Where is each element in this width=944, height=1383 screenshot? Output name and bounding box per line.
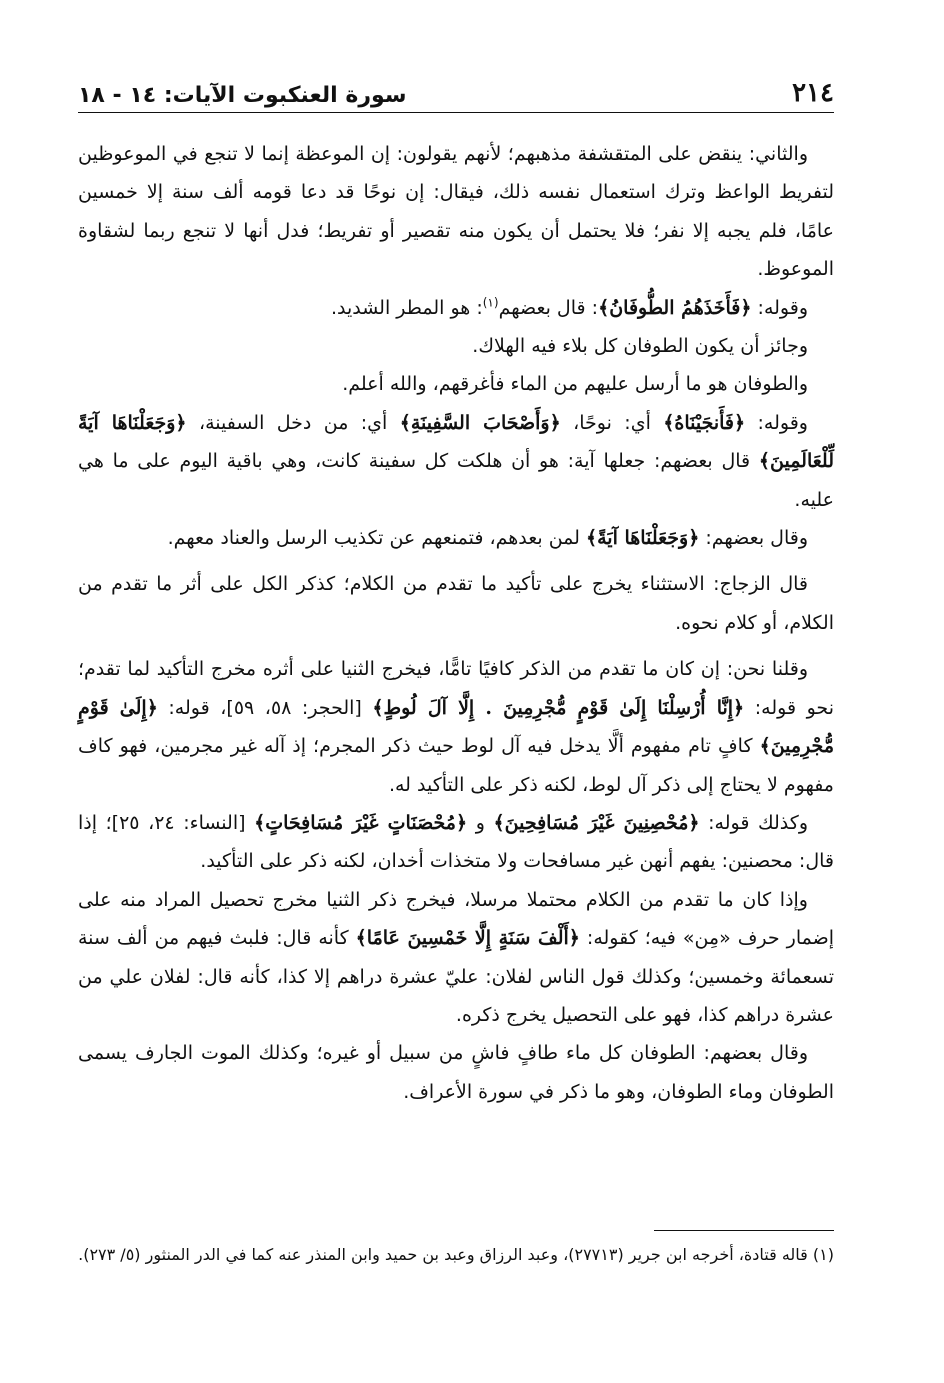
quran-quote: ﴿إِنَّا أُرْسِلْنَا إِلَىٰ قَوْمٍ مُّجْرِمِينَ . إِلَّا آلَ لُوطٍ﴾	[372, 696, 745, 719]
paragraph-2-text-a: وقوله:	[751, 296, 808, 319]
running-title: سورة العنكبوت الآيات: ١٤ - ١٨	[78, 83, 407, 108]
paragraph-10-text-a: وإذا كان ما تقدم من الكلام محتملا مرسلا، فيخرج ذكر الثنيا مخرج تحصيل المراد منه على إضمار حرف «مِن» فيه؛ كقوله:	[78, 888, 835, 950]
paragraph-8-text-b: [الحجر: ٥٨، ٥٩]، قوله:	[157, 696, 373, 719]
paragraph-10-text-b: كأنه قال: فلبث فيهم من ألف سنة تسعمائة وخمسين؛ وكذلك قول الناس لفلان: عليّ عشرة دراهم إلا كذا، كأنه قال: لفلان علي من عشرة دراهم كذا، فهو على التحصيل يخرج ذكره.	[78, 927, 834, 1026]
quran-quote: ﴿فَأَنجَيْنَاهُ﴾	[663, 411, 746, 434]
paragraph-5-text-b: أي: نوحًا،	[560, 411, 664, 434]
quran-quote: ﴿وَجَعَلْنَاهَا آيَةً لِّلْعَالَمِينَ﴾	[78, 411, 834, 473]
main-text	[78, 135, 834, 1111]
paragraph-5-text-d: قال بعضهم: جعلها آية: هو أن هلكت كل سفينة كانت، وهي باقية اليوم على ما هي عليه.	[78, 450, 834, 511]
paragraph-6	[78, 519, 834, 557]
paragraph-11-text: وقال بعضهم: الطوفان كل ماء طافٍ فاشٍ من سبيل أو غيره؛ وكذلك الموت الجارف يسمى الطوفان وماء الطوفان، وهو ما ذكر في سورة الأعراف.	[78, 1042, 834, 1103]
paragraph-1-text: والثاني: ينقض على المتقشفة مذهبهم؛ لأنهم يقولون: إن الموعظة إنما لا تنجع في الموعوظين لتفريط الواعظ وترك استعمال نفسه ذلك، فيقال: إن نوحًا قد دعا قومه ألف سنة إلا خمسين عامًا، فلم يجبه إلا نفر؛ فلا يحتمل أن يكون منه تقصير أو تفريط؛ فدل أنها لا تنجع ربما لشقاوة الموعوظ.	[78, 143, 834, 281]
quran-quote: ﴿أَلْفَ سَنَةٍ إِلَّا خَمْسِينَ عَامًا﴾	[355, 927, 580, 950]
paragraph-5-text-a: وقوله:	[745, 411, 808, 434]
paragraph-5	[78, 404, 834, 519]
paragraph-10	[78, 881, 834, 1035]
footnotes	[78, 1240, 834, 1269]
paragraph-9-text-c: [النساء: ٢٤، ٢٥]؛ إذا قال: محصنين: يفهم أنهن غير مسافحات ولا متخذات أخدان، لكنه ذكر على التأكيد.	[78, 811, 834, 873]
paragraph-4-text: والطوفان هو ما أرسل عليهم من الماء فأغرقهم، والله أعلم.	[342, 373, 808, 396]
quran-quote: ﴿وَأَصْحَابَ السَّفِينَةِ﴾	[399, 411, 561, 434]
book-page	[78, 62, 834, 1383]
paragraph-11	[78, 1034, 834, 1111]
paragraph-3	[78, 327, 834, 365]
footnote-reference[interactable]: (١)	[482, 295, 499, 310]
quran-quote: ﴿إِلَىٰ قَوْمٍ مُّجْرِمِينَ﴾	[78, 696, 834, 758]
paragraph-7-text: قال الزجاج: الاستثناء يخرج على تأكيد ما تقدم من الكلام؛ كذكر الكل على أثر ما تقدم من الكلام، أو كلام نحوه.	[78, 573, 834, 634]
paragraph-4	[78, 365, 834, 403]
paragraph-7	[78, 565, 834, 642]
paragraph-3-text: وجائز أن يكون الطوفان كل بلاء فيه الهلاك.	[472, 335, 808, 358]
paragraph-2-text-c: : هو المطر الشديد.	[330, 296, 483, 319]
paragraph-9	[78, 804, 834, 881]
paragraph-8-text-c: كافٍ تام مفهوم ألَّا يدخل فيه آل لوط حيث ذكر المجرم؛ إذ آله غير مجرمين، فهو كاف مفهوم لا يحتاج إلى ذكر آل لوط، لكنه ذكر على التأكيد له.	[78, 735, 834, 796]
paragraph-2	[78, 289, 834, 327]
paragraph-6-text-a: وقال بعضهم:	[699, 527, 808, 550]
footnote-separator	[654, 1230, 834, 1231]
quran-quote: ﴿مُحْصَنَاتٍ غَيْرَ مُسَافِحَاتٍ﴾	[254, 811, 468, 834]
quran-quote: ﴿وَجَعَلْنَاهَا آيَةً﴾	[585, 527, 700, 550]
paragraph-8	[78, 650, 834, 804]
paragraph-9-text-a: وكذلك قوله:	[699, 811, 808, 834]
page-header	[78, 62, 834, 113]
paragraph-1	[78, 135, 834, 289]
quran-quote: ﴿مُحْصِنِينَ غَيْرَ مُسَافِحِينَ﴾	[493, 811, 700, 834]
paragraph-6-text-b: لمن بعدهم، فتمنعهم عن تكذيب الرسل والعناد معهم.	[167, 527, 586, 550]
paragraph-9-text-b: و	[467, 811, 494, 834]
quran-quote: ﴿فَأَخَذَهُمُ الطُّوفَانُ﴾	[598, 296, 752, 319]
paragraph-8-text-a: وقلنا نحن: إن كان ما تقدم من الذكر كافيًا تامًّا، فيخرج الثنيا على أثره مخرج التأكيد لما تقدم؛ نحو قوله:	[78, 658, 834, 719]
page-number: ٢١٤	[792, 78, 834, 108]
paragraph-2-text-b: : قال بعضهم	[498, 296, 599, 319]
paragraph-5-text-c: أي: من دخل السفينة،	[186, 411, 400, 434]
footnote-1: (١) قاله قتادة، أخرجه ابن جرير (٢٧٧١٣)، وعبد الرزاق وعبد بن حميد وابن المنذر عنه كما في الدر المنثور (٥/ ٢٧٣).	[78, 1245, 834, 1264]
